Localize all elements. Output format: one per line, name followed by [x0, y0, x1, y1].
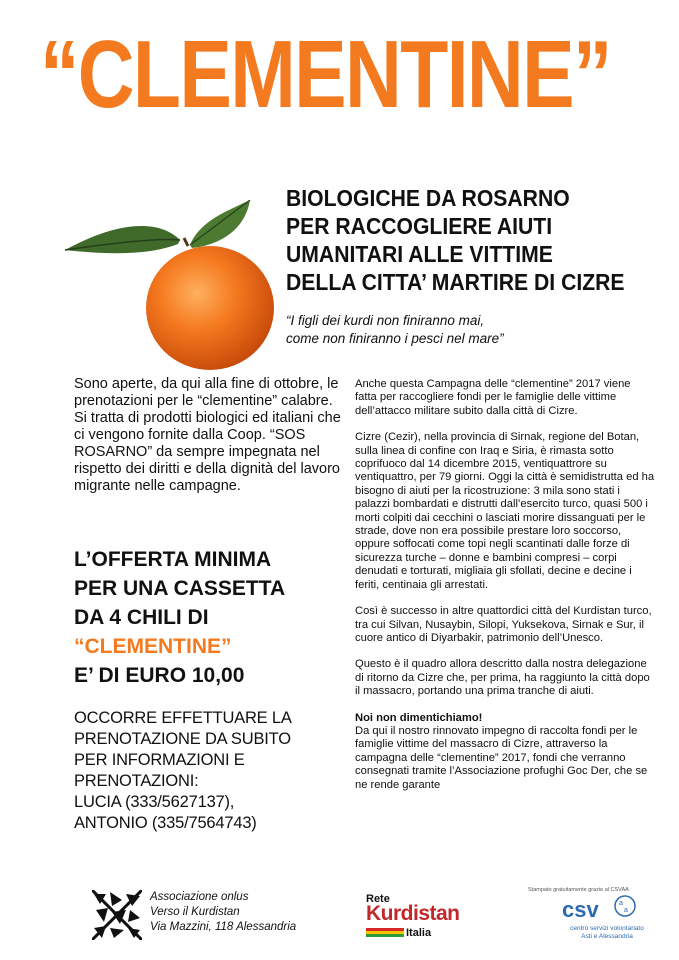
- italia-label: Italia: [406, 927, 432, 939]
- booking-line: PER INFORMAZIONI E: [74, 751, 245, 769]
- association-logo-icon: [92, 890, 142, 940]
- association-address: Via Mazzini, 118 Alessandria: [150, 921, 297, 933]
- booking-info: [74, 708, 374, 834]
- quote-line: come non finiranno i pesci nel mare”: [286, 331, 504, 346]
- offer-clementine: “CLEMENTINE”: [74, 635, 232, 658]
- offer-line: L’OFFERTA MINIMA: [74, 548, 272, 571]
- csv-note: Stampato gratuitamente grazie al CSVAA: [528, 887, 629, 893]
- association-text: [150, 890, 370, 935]
- csv-sub1: centro servizi volontariato: [570, 925, 644, 932]
- rete-kurdistan-logo: [366, 893, 476, 941]
- contact-lucia: LUCIA (333/5627137),: [74, 793, 235, 811]
- quote-line: “I figli dei kurdi non finiranno mai,: [286, 313, 485, 328]
- quote: [286, 312, 656, 348]
- offer-line: PER UNA CASSETTA: [74, 577, 286, 600]
- kurdistan-label: Kurdistan: [366, 902, 460, 925]
- association-name: Associazione onlus: [150, 891, 249, 903]
- headline-line: PER RACCOGLIERE AIUTI: [286, 213, 553, 239]
- paragraph: Da qui il nostro rinnovato impegno di raccolta fondi per le famiglie vittime del massacro di Cizre, attraverso la campagna delle “clementine” 2017, fondi che verranno consegnati tramite l’Associazione profughi Goc Der, che se ne rende garante: [355, 724, 648, 791]
- csv-badge-a1: a: [619, 900, 623, 907]
- campaign-text: [355, 378, 655, 805]
- paragraph: Anche questa Campagna delle “clementine” 2017 viene fatta per raccogliere fondi per le famiglie delle vittime dell’attacco militare subito dalla città di Cizre.: [355, 378, 631, 417]
- csv-logo: [522, 887, 662, 947]
- clementine-image: [60, 200, 280, 370]
- rete-label: Rete: [366, 893, 390, 905]
- offer-block: [74, 545, 346, 690]
- association-name2: Verso il Kurdistan: [150, 906, 240, 918]
- headline-line: BIOLOGICHE DA ROSARNO: [286, 185, 570, 211]
- csv-sub2: Asti e Alessandria: [581, 933, 633, 940]
- paragraph: Cizre (Cezir), nella provincia di Sirnak, regione del Botan, sulla linea di confine con Iraq e Siria, è rimasta sotto coprifuoco dal 14 dicembre 2015, ventiquattrore su ventiquattro, per 79 giorni. Oggi la città è semidistrutta ed ha bisogno di aiuti per la ricostruzione: 3 mila sono stati i palazzi bombardati e distrutti dall’esercito turco, quasi 500 i morti colpiti dai cecchini o lasciati morire dissanguati per le strade, dove non era possibile prestare loro soccorso, oppure soffocati come topi negli scantinati dalle forze di sicurezza turche – donne e bambini compresi – corpi denudati e torturati, migliaia gli sfollati, decine e decine i feriti, centinaia gli arrestati.: [355, 431, 655, 591]
- intro-text: Sono aperte, da qui alla fine di ottobre, le prenotazioni per le “clementine” calabre. Si tratta di prodotti biologici ed italiani che ci vengono fornite dalla Coop. “SOS ROSARNO” da sempre impegnata nel rispetto dei diritti e della dignità del lavoro migrante nelle campagne.: [74, 376, 341, 494]
- offer-line: DA 4 CHILI DI: [74, 606, 209, 629]
- booking-line: PRENOTAZIONI:: [74, 772, 199, 790]
- csv-badge-a2: a: [624, 907, 628, 914]
- headline-line: DELLA CITTA’ MARTIRE DI CIZRE: [286, 269, 625, 295]
- headline: [286, 184, 636, 296]
- paragraph: Così è successo in altre quattordici città del Kurdistan turco, tra cui Silvan, Nusaybin, Silopi, Yuksekova, Sirnak e Sur, il cuore antico di Diyarbakir, patrimonio dell’Unesco.: [355, 605, 652, 644]
- csv-badge-icon: [614, 895, 636, 917]
- csv-mark: csv: [562, 897, 599, 922]
- paragraph: Questo è il quadro allora descritto dalla nostra delegazione di ritorno da Cizre che, per prima, ha raggiunto la città dopo il massacro, portando una prima tranche di aiuti.: [355, 658, 650, 698]
- offer-price: E’ DI EURO 10,00: [74, 664, 245, 687]
- flag-stripes-icon: [366, 928, 404, 937]
- slogan: Noi non dimentichiamo!: [355, 711, 483, 724]
- csv-subtitle: [552, 925, 662, 941]
- headline-line: UMANITARI ALLE VITTIME: [286, 241, 553, 267]
- poster-title: “CLEMENTINE”: [40, 21, 611, 128]
- contact-antonio: ANTONIO (335/7564743): [74, 814, 257, 832]
- booking-line: OCCORRE EFFETTUARE LA: [74, 709, 292, 727]
- booking-line: PRENOTAZIONE DA SUBITO: [74, 730, 291, 748]
